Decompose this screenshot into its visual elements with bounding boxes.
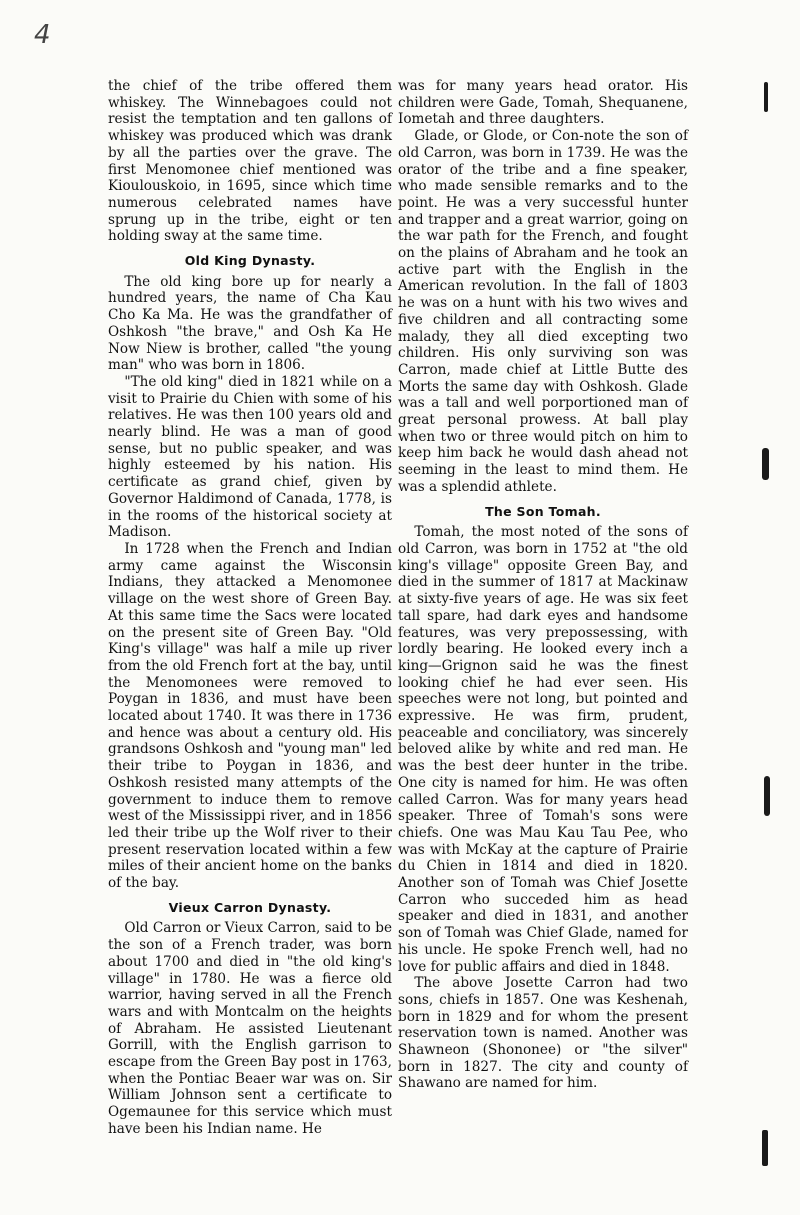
heading-the-son-tomah: The Son Tomah.	[485, 503, 601, 519]
margin-mark	[764, 82, 768, 112]
heading-vieux-carron-dynasty: Vieux Carron Dynasty.	[168, 899, 332, 915]
page-number: 4	[34, 20, 51, 50]
margin-mark	[764, 776, 770, 816]
paragraph-old-king-1: The old king bore up for nearly a hundred years, the name of Cha Kau Cho Ka Ma. He was the grandfather of Oshkosh "the brave," and Osh Ka He Now Niew is brother, called "the young man" who was born in 1806.	[108, 273, 392, 374]
paragraph-tomah-1: Tomah, the most noted of the sons of old Carron, was born in 1752 at "the old king's village" opposite Green Bay, and died in the summer of 1817 at Mackinaw at sixty-five years of age. He was six feet tall spare, had dark eyes and handsome features, was very prepossessing, with lordly bearing. He looked every inch a king—Grignon said he was the finest looking chief he had ever seen. His speeches were not long, but pointed and expressive. He was firm, prudent, peaceable and conciliatory, was sincerely beloved alike by white and red man. He was the best deer hunter in the tribe. One city is named for him. He was often called Carron. Was for many years head speaker. Three of Tomah's sons were chiefs. One was Mau Kau Tau Pee, who was with McKay at the capture of Prairie du Chien in 1814 and died in 1820. Another son of Tomah was Chief Josette Carron who succeded him as head speaker and died in 1831, and another son of Tomah was Chief Glade, named for his uncle. He spoke French well, had no love for public affairs and died in 1848.	[398, 524, 688, 975]
left-column	[108, 78, 392, 1138]
paragraph-tomah-2: The above Josette Carron had two sons, chiefs in 1857. One was Keshenah, born in 1829 and for whom the present reservation town is named. Another was Shawneon (Shononee) or "the silver" born in 1827. The city and county of Shawano are named for him.	[398, 975, 688, 1092]
paragraph-glade: Glade, or Glode, or Con-note the son of old Carron, was born in 1739. He was the orator of the tribe and a fine speaker, who made sensible remarks and to the point. He was a very successful hunter and trapper and a great warrior, going on the war path for the French, and fought on the plains of Abraham and he took an active part with the English in the American revolution. In the fall of 1803 he was on a hunt with his two wives and five children and all contracting some malady, they all died excepting two children. His only surviving son was Carron, made chief at Little Butte des Morts the same day with Oshkosh. Glade was a tall and well porportioned man of great personal prowess. At ball play when two or three would pitch on him to keep him back he would dash ahead not seeming in the least to mind them. He was a splendid athlete.	[398, 128, 688, 495]
heading-old-king-dynasty: Old King Dynasty.	[184, 253, 316, 269]
paragraph-vieux-carron-1: Old Carron or Vieux Carron, said to be the son of a French trader, was born about 1700 and died in "the old king's village" in 1780. He was a fierce old warrior, having served in all the French wars and with Montcalm on the heights of Abraham. He assisted Lieutenant Gorrill, with the English garrison to escape from the Green Bay post in 1763, when the Pontiac Beaer war was on. Sir William Johnson sent a certificate to Ogemaunee for this service which must have been his Indian name. He	[108, 920, 392, 1137]
margin-mark	[762, 448, 769, 480]
margin-mark	[762, 1130, 768, 1166]
right-column	[398, 78, 688, 1092]
paragraph-continued: was for many years head orator. His children were Gade, Tomah, Shequanene, Iometah and three daughters.	[398, 78, 688, 128]
paragraph-intro: the chief of the tribe offered them whiskey. The Winnebagoes could not resist the temptation and ten gallons of whiskey was produced which was drank by all the parties over the grave. The first Menomonee chief mentioned was Kioulouskoio, in 1695, since which time numerous celebrated names have sprung up in the tribe, eight or ten holding sway at the same time.	[108, 78, 392, 245]
paragraph-old-king-3: In 1728 when the French and Indian army came against the Wisconsin Indians, they attacked a Menomonee village on the west shore of Green Bay. At this same time the Sacs were located on the present site of Green Bay. "Old King's village" was half a mile up river from the old French fort at the bay, until the Menomonees were removed to Poygan in 1836, and must have been located about 1740. It was there in 1736 and hence was about a century old. His grandsons Oshkosh and "young man" led their tribe to Poygan in 1836, and Oshkosh resisted many attempts of the government to induce them to remove west of the Mississippi river, and in 1856 led their tribe up the Wolf river to their present reservation located within a few miles of their ancient home on the banks of the bay.	[108, 540, 392, 892]
paragraph-old-king-2: "The old king" died in 1821 while on a visit to Prairie du Chien with some of his relatives. He was then 100 years old and nearly blind. He was a man of good sense, but no public speaker, and was highly esteemed by his nation. His certificate as grand chief, given by Governor Haldimond of Canada, 1778, is in the rooms of the historical society at Madison.	[108, 373, 392, 541]
